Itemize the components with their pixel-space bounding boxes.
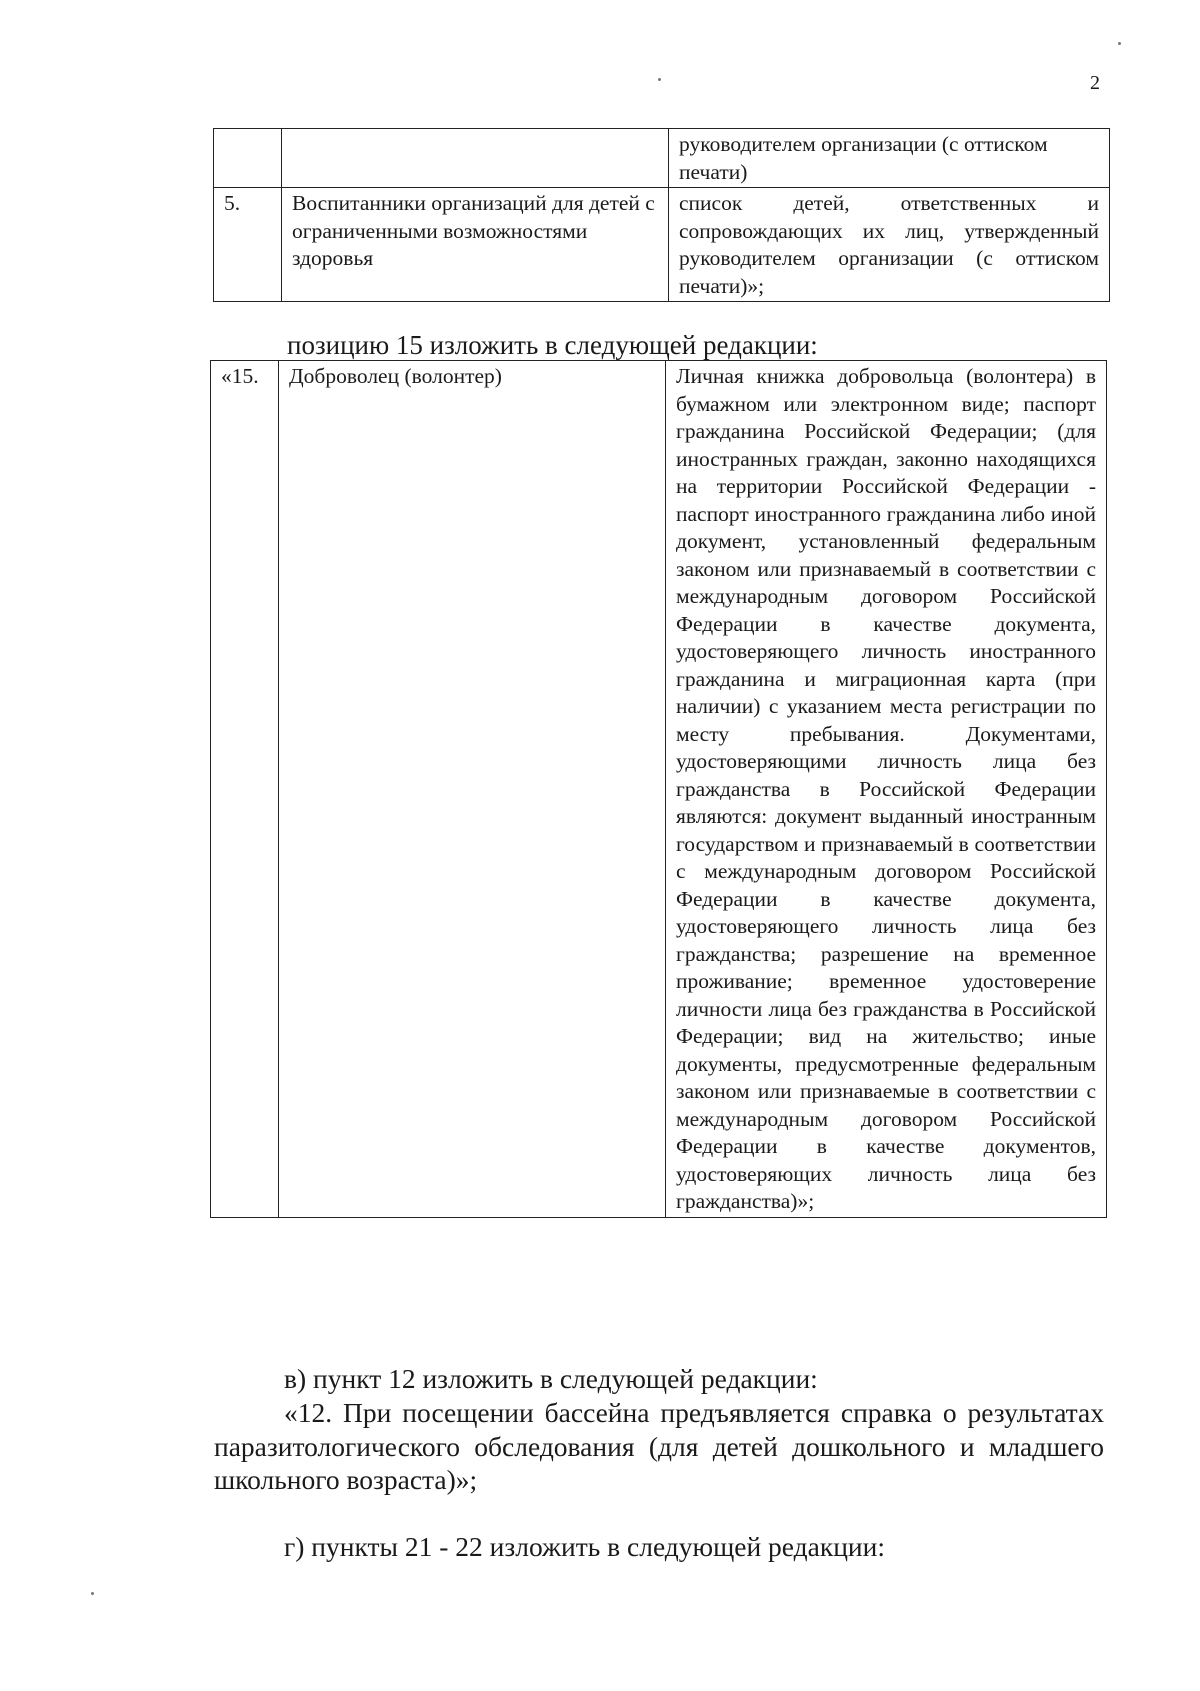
documents-cell: список детей, ответственных и сопровождающих их лиц, утвержденный руководителем организации (с оттиском печати)»; bbox=[669, 188, 1110, 302]
row-number-cell: 5. bbox=[214, 188, 282, 302]
scan-speck bbox=[658, 78, 661, 81]
paragraph-point-v: в) пункт 12 изложить в следующей редакции: bbox=[284, 1363, 818, 1394]
documents-cell: Личная книжка добровольца (волонтера) в бумажном или электронном виде; паспорт гражданина Российской Федерации; (для иностранных граждан, законно находящихся на территории Российской Федерации - паспорт иностранного гражданина либо иной документ, установленный федеральным законом или признаваемый в соответствии с международным договором Российской Федерации в качестве документа, удостоверяющего личность иностранного гражданина и миграционная карта (при наличии) с указанием места регистрации по месту пребывания. Документами, удостоверяющими личность лица без гражданства в Российской Федерации являются: документ выданный иностранным государством и признаваемый в соответствии с международным договором Российской Федерации в качестве документа, удостоверяющего личность лица без гражданства; разрешение на временное проживание; временное удостоверение личности лица без гражданства в Российской Федерации; вид на жительство; иные документы, предусмотренные федеральным законом или признаваемые в соответствии с международным договором Российской Федерации в качестве документов, удостоверяющих личность лица без гражданства)»; bbox=[666, 361, 1107, 1218]
row-number-cell bbox=[214, 129, 282, 188]
scan-speck bbox=[91, 1592, 94, 1595]
row-number-cell: «15. bbox=[211, 361, 279, 1218]
position-15-table bbox=[210, 360, 1107, 1218]
continued-table bbox=[213, 128, 1110, 302]
category-cell: Воспитанники организаций для детей с ограниченными возможностями здоровья bbox=[282, 188, 669, 302]
page-number: 2 bbox=[1090, 72, 1100, 94]
paragraph-point-12: «12. При посещении бассейна предъявляется справка о результатах паразитологического обследования (для детей дошкольного и младшего школьного возраста)»; bbox=[214, 1397, 1104, 1495]
position-15-heading: позицию 15 изложить в следующей редакции: bbox=[287, 330, 818, 360]
paragraph-point-g: г) пункты 21 - 22 изложить в следующей редакции: bbox=[284, 1531, 885, 1562]
documents-cell: руководителем организации (с оттиском печати) bbox=[669, 129, 1110, 188]
scan-speck bbox=[1118, 42, 1121, 45]
table-row bbox=[214, 188, 1110, 302]
table-row bbox=[211, 361, 1107, 1218]
table-row bbox=[214, 129, 1110, 188]
category-cell bbox=[282, 129, 669, 188]
category-cell: Доброволец (волонтер) bbox=[279, 361, 666, 1218]
